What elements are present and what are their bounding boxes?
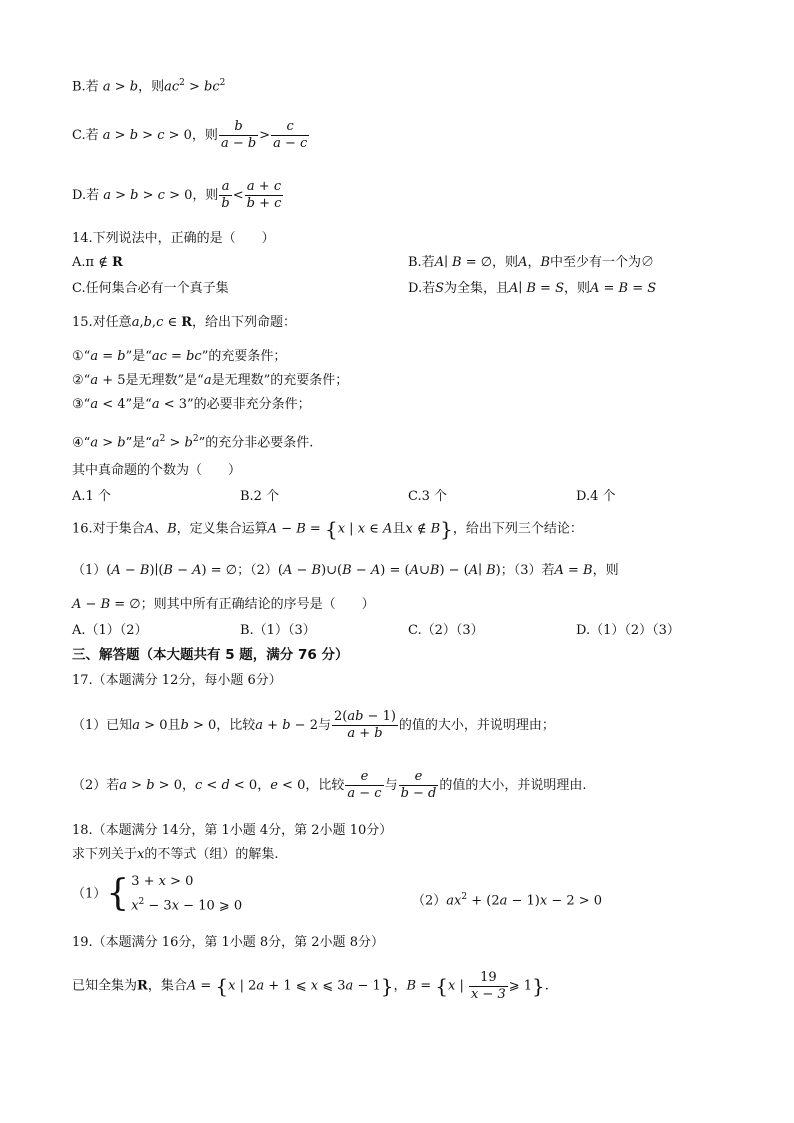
fraction: $\frac{e}{a - c}$ (347, 769, 382, 801)
fraction: $\frac{19}{x - 3}$ (470, 969, 506, 1002)
fraction: $\frac{a + c}{b + c}$ (246, 179, 282, 211)
section-title: 三、解答题（本大题共有 5 题，满分 76 分） (72, 647, 349, 663)
fraction: $\frac{b}{a - b}$ (220, 119, 257, 151)
q15-proposition-3: ③“a < 4”是“a < 3”的必要非充分条件； (72, 397, 311, 412)
q14-option-b: B.若A∣ B = ∅，则A，B中至少有一个为∅ (408, 255, 655, 270)
q15-proposition-1: ①“a = b”是“ac = bc”的充要条件； (72, 349, 287, 364)
fraction: $\frac{2(ab - 1)}{a + b}$ (334, 709, 396, 741)
q15-proposition-4: ④“a > b”是“$a^2 > b^2$”的充分非必要条件. (72, 434, 314, 451)
inequality-system: 3 + x > 0 $x^2 - 3x - 10$ ⩾ 0 (131, 874, 243, 914)
q14-option-d: D.若S为全集，且A∣ B = S，则A = B = S (408, 281, 657, 296)
q18-part-2: $(2)ax^2 + (2a - 1)x - 2 > 0$ (412, 892, 603, 909)
q17-header: 17.（本题满分 12分，每小题 6分） (72, 673, 282, 688)
math-expr: a (102, 79, 111, 95)
q16-option-a: A.（1）（2） (72, 623, 148, 638)
q14-stem: 14.下列说法中，正确的是（ ） (72, 231, 275, 246)
q16-option-b: B.（1）（3） (240, 623, 316, 638)
fraction: $\frac{a}{b}$ (221, 179, 230, 211)
q17-part-2: （2）若a > b > 0，c < d < 0，e < 0，比较 $\frac{e}{a - c}$ 与 $\frac{e}{b - d}$ 的值的大小，并说明理由. (72, 769, 587, 801)
q13-b-label: B.若 (72, 79, 99, 95)
fraction: $\frac{e}{b - d}$ (400, 769, 437, 801)
q15-option-a: A.1 个 (72, 489, 111, 504)
q16-conclusions: （1）(A − B)∣(B − A) = ∅；（2）(A − B)∪(B − A) = (A∪B) − (A∣ B)；（3）若A = B，则 (72, 563, 619, 578)
q16-question: A − B = ∅；则其中所有正确结论的序号是（ ） (72, 597, 375, 612)
q18-header: 18.（本题满分 14分，第 1小题 4分，第 2小题 10分） (72, 823, 393, 838)
q18-stem: 求下列关于x的不等式（组）的解集. (72, 847, 279, 862)
q17-part-1: （1）已知a > 0且b > 0，比较a + b − 2与 $\frac{2(ab - 1)}{a + b}$ 的值的大小，并说明理由； (72, 709, 555, 741)
q19-stem: 已知全集为R，集合A = {x | 2a + 1 ⩽ x ⩽ 3a − 1}，B = {x | $\frac{19}{x - 3}$ ⩾ 1}. (72, 969, 549, 1002)
q14-option-c: C.任何集合必有一个真子集 (72, 281, 229, 296)
q15-stem: 15.对任意a,b,c ∈ R，给出下列命题： (72, 315, 297, 330)
q18-part-1: （1）{ 3 + x > 0 $x^2 - 3x - 10$ ⩾ 0 (72, 872, 242, 917)
q13-option-b: B.若 a > b，则$ac^2 > bc^2$ (72, 78, 226, 95)
q15-option-c: C.3 个 (408, 489, 448, 504)
q13-option-d: D.若 a > b > c > 0，则 $\frac{a}{b}$ < $\frac{a + c}{b + c}$ (72, 179, 282, 211)
q19-header: 19.（本题满分 16分，第 1小题 8分，第 2小题 8分） (72, 935, 384, 950)
q13-option-c: C.若 a > b > c > 0，则 $\frac{b}{a - b}$ > $\frac{c}{a - c}$ (72, 119, 308, 151)
q15-question: 其中真命题的个数为（ ） (72, 463, 242, 478)
q15-option-d: D.4 个 (576, 489, 616, 504)
fraction: $\frac{c}{a - c}$ (273, 119, 308, 151)
q15-option-b: B.2 个 (240, 489, 280, 504)
q16-option-d: D.（1）（2）（3） (576, 623, 680, 638)
q16-stem: 16.对于集合A、B，定义集合运算A − B = {x | x ∈ A且x ∉ B}，给出下列三个结论： (72, 517, 583, 541)
left-brace: { (106, 873, 130, 915)
q16-option-c: C.（2）（3） (408, 623, 484, 638)
q15-proposition-2: ②“a + 5是无理数”是“a是无理数”的充要条件； (72, 373, 349, 388)
q14-option-a: A.π ∉ R (72, 255, 123, 270)
